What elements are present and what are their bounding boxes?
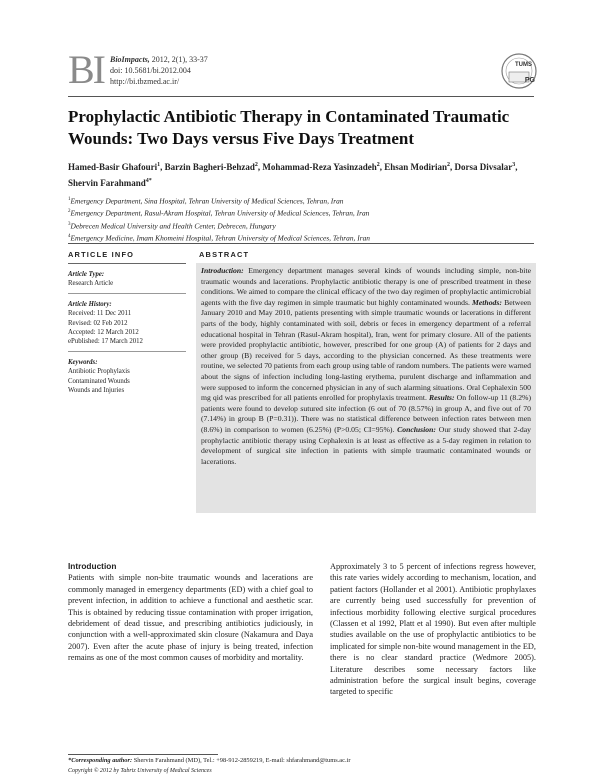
tums-seal-icon — [500, 52, 538, 90]
section-divider — [68, 243, 534, 244]
affiliation: $^1$Emergency Department, Sina Hospital, Tehran University of Medical Sciences, Tehran, Iran — [68, 196, 344, 206]
abstract-text: Introduction: Emergency department manages several kinds of wounds including simple, non-bite traumatic wounds and lacerations. Prophylactic antibiotic therapy is one of prescribed treatment in these conditions. We aimed to compare the clinical efficacy of the two day regimen of prophylactic antimicrobial agents with the five day regimen in simple traumatic but highly contaminated wounds. Methods: Between January 2010 and May 2010, patients presenting with simple traumatic wounds or lacerations in different parts of the body, highly contaminated with soil, debris or feces in emergency department of a referral educational hospital in Tehran (Rasul-Akram hospital), Iran, went for primary closure. All of the patients were provided prophylactic antibiotic, however, prescribed for one group (A) of patients for 2 days and other group (B) received for 5 days, according to the physician concerned. As these treatments were routine, we selected 70 patients from each group using table of random numbers. The patients were warned about the signs of infection including long-lasting erythema, purulent discharge and inflammation and were supposed to inform the concerned physician in any of such alarming situations. Oral Cephalexin 500 mg qid was prescribed for all patients enrolled for prophylaxis treatment. Results: On follow-up 11 (8.2%) patients were found to develop sutured site infection (6 out of 70 (8.57%) in group A, and five out of 70 (7.14%) in group B (P=0.31)). There was no statistical difference between infection rates between men (8.6%) in comparison to women (6.25%) (P>0.05; CI=95%). Conclusion: Our study showed that 2-day prophylactic antibiotic therapy using Cephalexin is at least as effective as a 5-day regimen in relation to development of surgical site infection in patients with simple traumatic contaminated wounds or lacerations. — [201, 266, 531, 466]
keyword: Contaminated Wounds — [68, 377, 130, 385]
keyword: Wounds and Injuries — [68, 387, 125, 395]
affiliations — [68, 194, 538, 244]
author: Hamed-Basir Ghafouri$^1$ — [68, 162, 161, 172]
author: Shervin Farahmand$^{4*}$ — [68, 178, 152, 188]
seal-top-text: TUMS — [515, 62, 532, 68]
affiliation: $^4$Emergency Medicine, Imam Khomeini Hospital, Tehran University of Medical Sciences, Tehran, Iran — [68, 233, 370, 243]
seal-bottom-text: PG — [524, 77, 535, 84]
keyword: Antibiotic Prophylaxis — [68, 368, 130, 376]
journal-name: BioImpacts, — [110, 55, 150, 64]
journal-year-issue: 2012, 2(1), 33-37 — [151, 55, 208, 64]
affiliation: $^3$Debrecen Medical University and Health Center, Debrecen, Hungary — [68, 221, 276, 231]
corresponding-author: *Corresponding author: Shervin Farahmand (MD), Tel.: +98-912-2859219, E-mail: shfarahmand@tums.ac.ir — [68, 757, 351, 764]
abstract-box — [196, 263, 536, 513]
article-title: Prophylactic Antibiotic Therapy in Contaminated Traumatic Wounds: Two Days versus Five Days Treatment — [68, 107, 510, 148]
journal-logo: BI — [68, 47, 104, 92]
body-column-right: Approximately 3 to 5 percent of infections regress however, this rate varies widely according to mechanism, location, and patient factors (Hollander et al 2001). Antibiotic prophylaxes are currently being used successfully for prevention of infectious morbidity following elective surgical procedures (Classen et al 1992, Platt et al 1990). But even after multiple studies available on the use of prophylactic antibiotics to be implicated for simple non-bite wound management in the ED, there is no clear standard practice (Wedmore 2005). Literature describes some necessary factors like administration before the surgical insult begins, coverage targeted to specific — [330, 562, 536, 697]
copyright: Copyright © 2012 by Tabriz University of Medical Sciences — [68, 768, 212, 774]
footnote-divider — [68, 754, 218, 755]
author: Mohammad-Reza Yasinzadeh$^2$ — [262, 162, 380, 172]
author: Barzin Bagheri-Behzad$^2$ — [164, 162, 258, 172]
keywords: Keywords: Antibiotic Prophylaxis Contaminated Wounds Wounds and Injuries — [68, 358, 186, 396]
introduction-heading: Introduction — [68, 561, 117, 571]
abstract-heading: ABSTRACT — [199, 250, 250, 259]
body-column-left — [68, 561, 313, 664]
journal-url[interactable]: http://bi.tbzmed.ac.ir/ — [110, 77, 180, 86]
article-type: Article Type: Research Article — [68, 270, 186, 294]
introduction-text: Patients with simple non-bite traumatic wounds and lacerations are commonly managed in emergency departments (ED) with a chief goal to prevent infection, in addition to achieve a functional and aesthetic scar. This is obtained by reducing tissue contamination with proper irrigation, debridement of dead tissue, and prescribing antibiotics judiciously, in conjunction with a well-approximated skin closure (Nakamura and Daya 2007). Even after the acute phase of injury is being treated, infection remains as one of the most common causes of morbidity and mortality. — [68, 573, 313, 663]
author: Dorsa Divsalar$^3$ — [454, 162, 516, 172]
journal-header — [68, 47, 538, 94]
doi: doi: 10.5681/bi.2012.004 — [110, 66, 191, 75]
article-info-heading: ARTICLE INFO — [68, 250, 186, 264]
affiliation: $^2$Emergency Department, Rasul-Akram Hospital, Tehran University of Medical Sciences, Tehran, Iran — [68, 208, 370, 218]
article-history: Article History: Received: 11 Dec 2011 Revised: 02 Feb 2012 Accepted: 12 March 2012 ePublished: 17 March 2012 — [68, 300, 186, 352]
journal-citation — [110, 54, 208, 87]
header-divider — [68, 96, 534, 97]
article-info — [68, 250, 186, 401]
author-list: Hamed-Basir Ghafouri$^1$, Barzin Bagheri-Behzad$^2$, Mohammad-Reza Yasinzadeh$^2$, Ehsan Modirian$^2$, Dorsa Divsalar$^3$, Shervin Farahmand$^{4*}$ — [68, 162, 518, 188]
author: Ehsan Modirian$^2$ — [384, 162, 451, 172]
